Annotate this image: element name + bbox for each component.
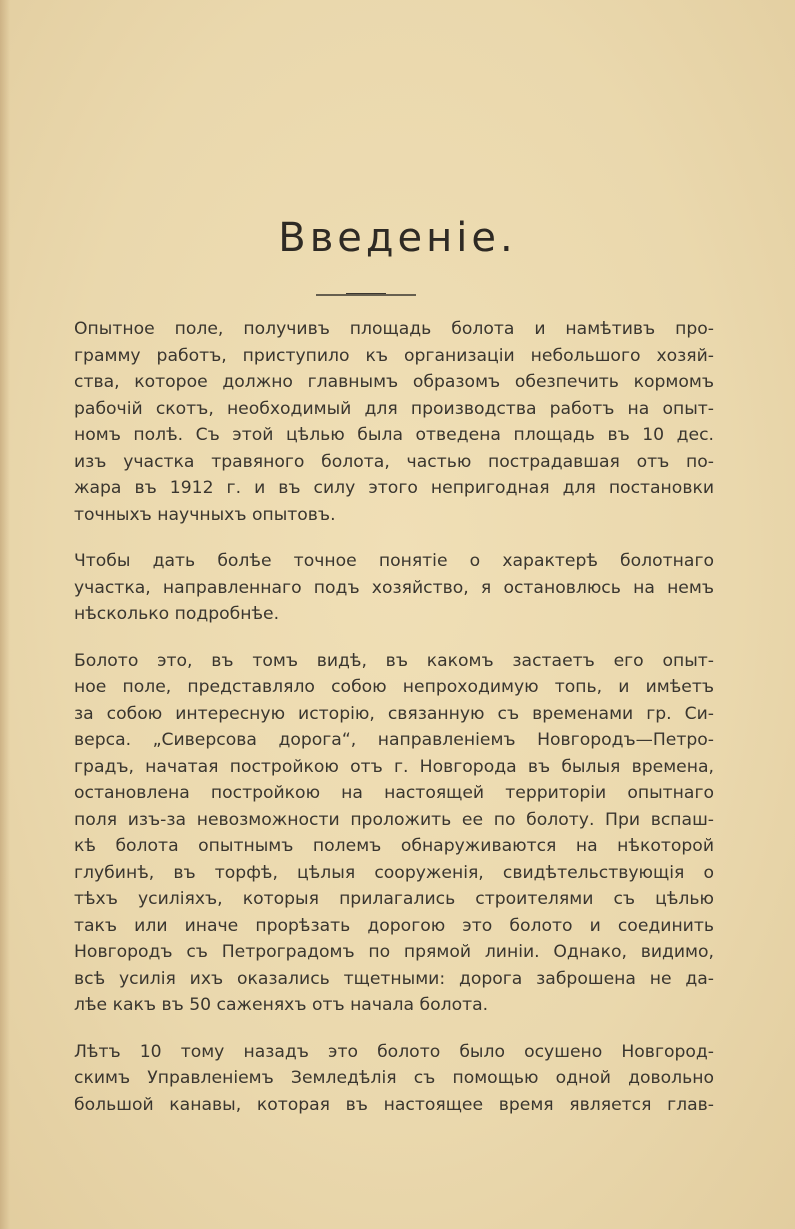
text-line: Болото это, въ томъ видѣ, въ какомъ застаетъ его опыт-: [74, 650, 714, 671]
text-line: номъ полѣ. Съ этой цѣлью была отведена площадь въ 10 дес.: [74, 425, 714, 445]
paragraph: [74, 648, 714, 1019]
text-line: ства, которое должно главнымъ образомъ обезпечить кормомъ: [74, 372, 714, 392]
text-line: большой канавы, которая въ настоящее время является глав-: [74, 1094, 714, 1115]
text-line: ное поле, представляло собою непроходимую топь, и имѣетъ: [74, 677, 714, 697]
body-text: [74, 316, 714, 1138]
text-line: Чтобы дать болѣе точное понятіе о характерѣ болотнаго: [74, 551, 714, 571]
page-edge-shadow: [0, 0, 10, 1229]
paragraph: [74, 1039, 714, 1119]
text-line: жара въ 1912 г. и въ силу этого непригодная для постановки: [74, 478, 714, 498]
text-line: Опытное поле, получивъ площадь болота и намѣтивъ про-: [74, 319, 714, 339]
text-line: остановлена постройкою на настоящей территоріи опытнаго: [74, 783, 714, 803]
paragraph: [74, 316, 714, 528]
text-line: грамму работъ, приступило къ организаціи небольшого хозяй-: [74, 345, 714, 366]
text-line: всѣ усилія ихъ оказались тщетными: дорога заброшена не да-: [74, 968, 714, 989]
text-line: рабочій скотъ, необходимый для производства работъ на опыт-: [74, 398, 714, 419]
text-line: точныхъ научныхъ опытовъ.: [74, 504, 336, 525]
page-title: Введеніе.: [278, 215, 517, 261]
text-line: верса. „Сиверсова дорога“, направленіемъ Новгородъ—Петро-: [74, 730, 714, 750]
text-line: поля изъ-за невозможности проложить ее по болоту. При вспаш-: [74, 809, 714, 830]
text-line: тѣхъ усиліяхъ, которыя прилагались строителями съ цѣлью: [74, 889, 714, 909]
text-line: глубинѣ, въ торфѣ, цѣлыя сооруженія, свидѣтельствующія о: [74, 862, 714, 883]
text-line: участка, направленнаго подъ хозяйство, я остановлюсь на немъ: [74, 577, 714, 598]
paragraph: [74, 548, 714, 628]
text-line: градъ, начатая постройкою отъ г. Новгорода въ былыя времена,: [74, 756, 714, 777]
text-line: Лѣтъ 10 тому назадъ это болото было осушено Новгород-: [74, 1041, 714, 1062]
text-line: за собою интересную исторію, связанную съ временами гр. Си-: [74, 703, 714, 724]
text-line: нѣсколько подробнѣе.: [74, 604, 280, 624]
text-line: кѣ болота опытнымъ полемъ обнаруживаются на нѣкоторой: [74, 836, 714, 856]
text-line: Новгородъ съ Петроградомъ по прямой линіи. Однако, видимо,: [74, 942, 714, 962]
text-line: такъ или иначе прорѣзать дорогою это болото и соединить: [74, 915, 714, 936]
ornament-divider: [316, 292, 416, 298]
text-line: лѣе какъ въ 50 саженяхъ отъ начала болота.: [74, 995, 489, 1015]
text-line: скимъ Управленіемъ Земледѣлія съ помощью одной довольно: [74, 1068, 714, 1088]
text-line: изъ участка травяного болота, частью пострадавшая отъ по-: [74, 451, 714, 472]
